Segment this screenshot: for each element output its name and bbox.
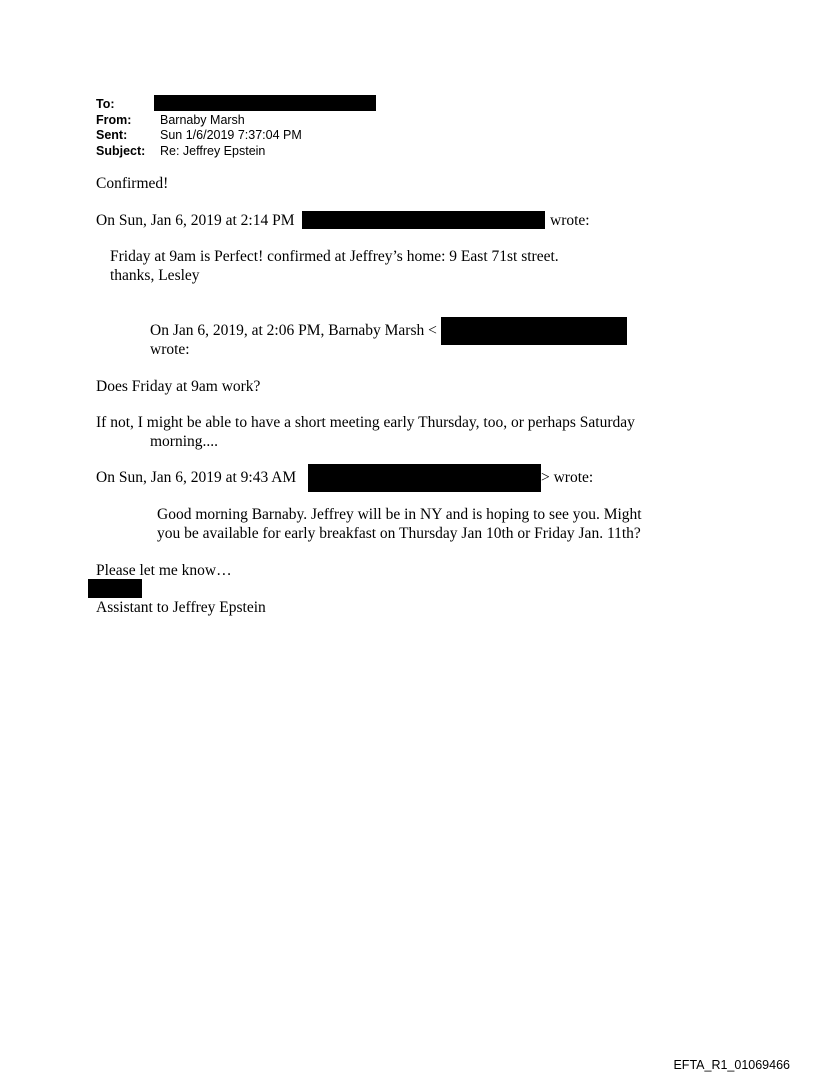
quote1-line2: thanks, Lesley xyxy=(110,267,200,284)
subject-label: Subject: xyxy=(96,144,146,158)
quote1-intro-wrote: wrote: xyxy=(550,212,590,229)
to-redaction xyxy=(154,95,376,111)
document-id: EFTA_R1_01069466 xyxy=(673,1058,790,1072)
quote2-email-redaction xyxy=(441,317,627,345)
quote1-line1: Friday at 9am is Perfect! confirmed at Jeffrey’s home: 9 East 71st street. xyxy=(110,248,559,265)
quote2-line3: morning.... xyxy=(150,433,219,450)
to-label: To: xyxy=(96,97,115,111)
quote3-intro-wrote: > wrote: xyxy=(541,469,594,486)
signature-name-redaction xyxy=(88,579,142,598)
signature-title: Assistant to Jeffrey Epstein xyxy=(96,599,266,616)
sent-label: Sent: xyxy=(96,128,128,142)
quote2-intro-line2: wrote: xyxy=(150,341,190,358)
from-value: Barnaby Marsh xyxy=(160,113,245,127)
subject-value: Re: Jeffrey Epstein xyxy=(160,144,266,158)
quote3-line1: Good morning Barnaby. Jeffrey will be in NY and is hoping to see you. Might xyxy=(157,506,642,523)
quote2-line2: If not, I might be able to have a short meeting early Thursday, too, or perhaps Saturday xyxy=(96,414,635,431)
confirmed-text: Confirmed! xyxy=(96,175,169,192)
quote1-intro: On Sun, Jan 6, 2019 at 2:14 PM xyxy=(96,212,295,229)
from-label: From: xyxy=(96,113,132,127)
quote1-sender-redaction xyxy=(302,211,545,229)
sent-value: Sun 1/6/2019 7:37:04 PM xyxy=(160,128,302,142)
quote3-line2: you be available for early breakfast on Thursday Jan 10th or Friday Jan. 11th? xyxy=(157,525,641,542)
quote3-sender-redaction xyxy=(308,464,541,492)
quote2-line1: Does Friday at 9am work? xyxy=(96,378,261,395)
quote3-intro: On Sun, Jan 6, 2019 at 9:43 AM xyxy=(96,469,297,486)
please-let-me-know: Please let me know… xyxy=(96,562,232,579)
quote2-intro-line1: On Jan 6, 2019, at 2:06 PM, Barnaby Marsh < xyxy=(150,322,437,339)
